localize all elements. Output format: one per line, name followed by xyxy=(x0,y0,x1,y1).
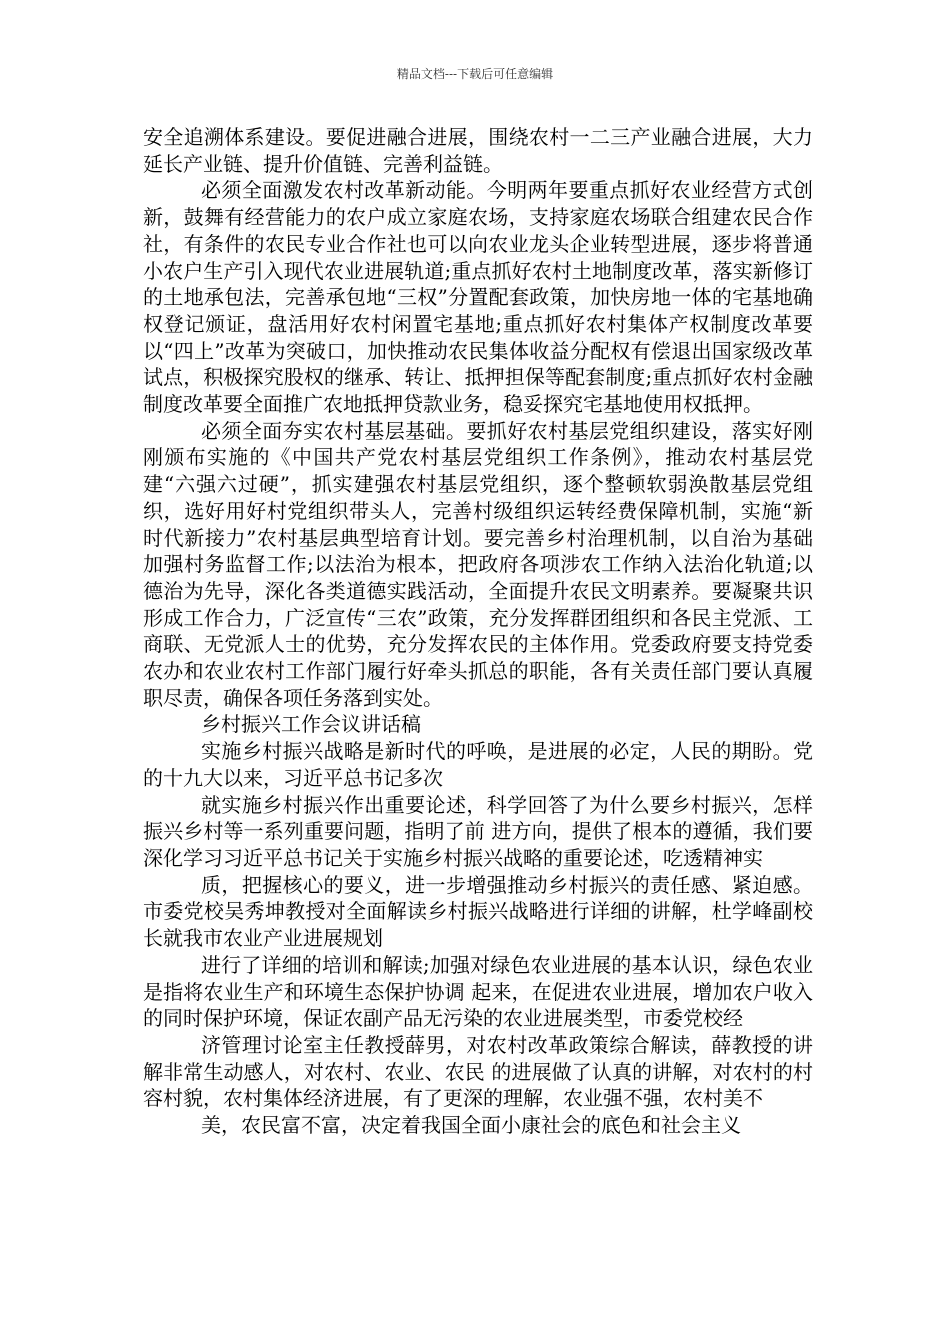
paragraph: 实施乡村振兴战略是新时代的呼唤，是进展的必定，人民的期盼。党的十九大以来，习近平总书记多次 xyxy=(143,739,813,790)
paragraph: 必须全面夯实农村基层基础。要抓好农村基层党组织建设，落实好刚刚颁布实施的《中国共产党农村基层党组织工作条例》，推动农村基层党建“六强六过硬”，抓实建强农村基层党组织，逐个整顿软弱涣散基层党组织，选好用好村党组织带头人，完善村级组织运转经费保障机制，实施“新时代新接力”农村基层典型培育计划。要完善乡村治理机制，以自治为基础加强村务监督工作;以法治为根本，把政府各项涉农工作纳入法治化轨道;以德治为先导，深化各类道德实践活动，全面提升农民文明素养。要凝聚共识形成工作合力，广泛宣传“三农”政策，充分发挥群团组织和各民主党派、工商联、无党派人士的优势，充分发挥农民的主体作用。党委政府要支持党委农办和农业农村工作部门履行好牵头抓总的职能，各有关责任部门要认真履职尽责，确保各项任务落到实处。 xyxy=(143,418,813,710)
paragraph: 质，把握核心的要义，进一步增强推动乡村振兴的责任感、紧迫感。 市委党校吴秀坤教授对全面解读乡村振兴战略进行详细的讲解，杜学峰副校长就我市农业产业进展规划 xyxy=(143,872,813,951)
document-body xyxy=(143,124,813,1139)
paragraph: 美，农民富不富，决定着我国全面小康社会的底色和社会主义 xyxy=(201,1113,741,1138)
section-title: 乡村振兴工作会议讲话稿 xyxy=(201,712,421,737)
paragraph: 必须全面激发农村改革新动能。今明两年要重点抓好农业经营方式创新，鼓舞有经营能力的农户成立家庭农场，支持家庭农场联合组建农民合作社，有条件的农民专业合作社也可以向农业龙头企业转型进展，逐步将普通小农户生产引入现代农业进展轨道;重点抓好农村土地制度改革，落实新修订的土地承包法，完善承包地“三权”分置配套政策，加快房地一体的宅基地确权登记颁证，盘活用好农村闲置宅基地;重点抓好农村集体产权制度改革要以“四上”改革为突破口，加快推动农民集体收益分配权有偿退出国家级改革试点，积极探究股权的继承、转让、抵押担保等配套制度;重点抓好农村金融制度改革要全面推广农地抵押贷款业务，稳妥探究宅基地使用权抵押。 xyxy=(143,178,813,417)
header-watermark: 精品文档---下载后可任意编辑 xyxy=(396,67,554,81)
paragraph: 就实施乡村振兴作出重要论述，科学回答了为什么要乡村振兴，怎样振兴乡村等一系列重要问题，指明了前 进方向，提供了根本的遵循，我们要深化学习习近平总书记关于实施乡村振兴战略的重要论述，吃透精神实 xyxy=(143,792,813,870)
paragraph: 安全追溯体系建设。要促进融合进展，围绕农村一二三产业融合进展，大力延长产业链、提升价值链、完善利益链。 xyxy=(143,125,813,176)
paragraph: 进行了详细的培训和解读;加强对绿色农业进展的基本认识，绿色农业是指将农业生产和环境生态保护协调 起来，在促进农业进展，增加农户收入的同时保护环境，保证农副产品无污染的农业进展类型，市委党校经 xyxy=(143,952,813,1031)
paragraph: 济管理讨论室主任教授薛男，对农村改革政策综合解读，薛教授的讲解非常生动感人，对农村、农业、农民 的进展做了认真的讲解，对农村的村容村貌，农村集体经济进展，有了更深的理解，农业强不强，农村美不 xyxy=(143,1032,813,1111)
